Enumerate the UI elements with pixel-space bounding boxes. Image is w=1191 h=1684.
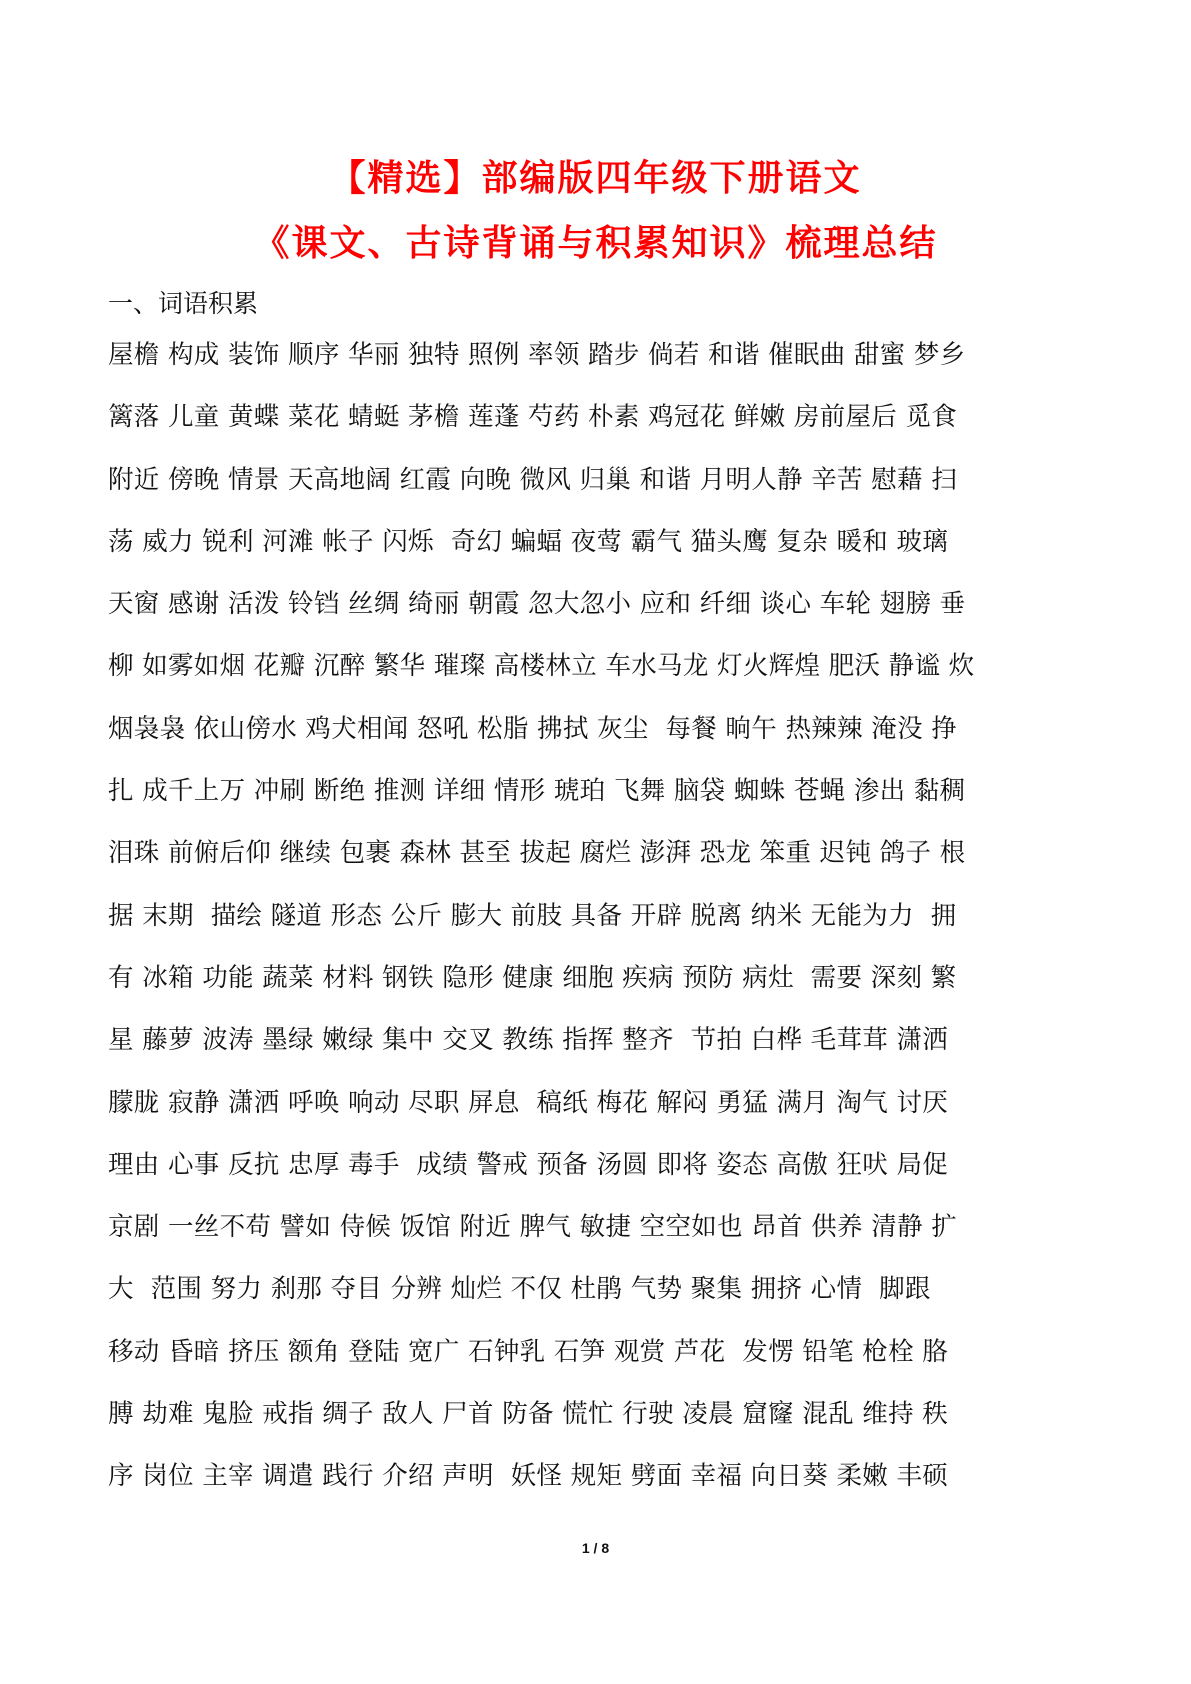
vocabulary-line: 序 岗位 主宰 调遣 践行 介绍 声明 妖怪 规矩 劈面 幸福 向日葵 柔嫩 丰硕 xyxy=(108,1461,949,1492)
vocabulary-line: 移动 昏暗 挤压 额角 登陆 宽广 石钟乳 石笋 观赏 芦花 发愣 铅笔 枪栓 胳 xyxy=(108,1336,949,1367)
section-heading: 一、词语积累 xyxy=(108,289,259,318)
vocabulary-line: 篱落 儿童 黄蝶 菜花 蜻蜓 茅檐 莲蓬 芍药 朴素 鸡冠花 鲜嫩 房前屋后 觅食 xyxy=(108,402,958,433)
vocabulary-list xyxy=(108,340,1108,1524)
vocabulary-line: 据 末期 描绘 隧道 形态 公斤 膨大 前肢 具备 开辟 脱离 纳米 无能为力 拥 xyxy=(108,900,957,931)
vocabulary-line: 屋檐 构成 装饰 顺序 华丽 独特 照例 率领 踏步 倘若 和谐 催眠曲 甜蜜 梦乡 xyxy=(108,340,966,370)
vocabulary-line: 附近 傍晚 情景 天高地阔 红霞 向晚 微风 归巢 和谐 月明人静 辛苦 慰藉 扫 xyxy=(108,464,958,495)
vocabulary-line: 柳 如雾如烟 花瓣 沉醉 繁华 璀璨 高楼林立 车水马龙 灯火辉煌 肥沃 静谧 炊 xyxy=(108,651,975,682)
vocabulary-line: 天窗 感谢 活泼 铃铛 丝绸 绮丽 朝霞 忽大忽小 应和 纤细 谈心 车轮 翅膀 垂 xyxy=(108,589,966,620)
document-title-line-2: 《课文、古诗背诵与积累知识》梳理总结 xyxy=(253,222,938,264)
vocabulary-line: 朦胧 寂静 潇洒 呼唤 响动 尽职 屏息 稿纸 梅花 解闷 勇猛 满月 淘气 讨厌 xyxy=(108,1087,949,1118)
document-title-line-1: 【精选】部编版四年级下册语文 xyxy=(329,157,862,199)
vocabulary-line: 理由 心事 反抗 忠厚 毒手 成绩 警戒 预备 汤圆 即将 姿态 高傲 狂吠 局促 xyxy=(108,1149,949,1180)
vocabulary-line: 荡 威力 锐利 河滩 帐子 闪烁 奇幻 蝙蝠 夜莺 霸气 猫头鹰 复杂 暖和 玻璃 xyxy=(108,526,949,557)
vocabulary-line: 泪珠 前俯后仰 继续 包裹 森林 甚至 拔起 腐烂 澎湃 恐龙 笨重 迟钝 鸽子 根 xyxy=(108,838,966,869)
vocabulary-line: 烟袅袅 依山傍水 鸡犬相闻 怒吼 松脂 拂拭 灰尘 每餐 晌午 热辣辣 淹没 挣 xyxy=(108,713,958,744)
page-number: 1 / 8 xyxy=(581,1540,610,1556)
vocabulary-line: 扎 成千上万 冲刷 断绝 推测 详细 情形 琥珀 飞舞 脑袋 蜘蛛 苍蝇 渗出 黏稠 xyxy=(108,776,966,807)
vocabulary-line: 有 冰箱 功能 蔬菜 材料 钢铁 隐形 健康 细胞 疾病 预防 病灶 需要 深刻 繁 xyxy=(108,962,957,993)
vocabulary-line: 大 范围 努力 刹那 夺目 分辨 灿烂 不仅 杜鹃 气势 聚集 拥挤 心情 脚跟 xyxy=(108,1274,931,1305)
vocabulary-line: 膊 劫难 鬼脸 戒指 绸子 敌人 尸首 防备 慌忙 行驶 凌晨 窟窿 混乱 维持 秩 xyxy=(108,1399,949,1430)
vocabulary-line: 星 藤萝 波涛 墨绿 嫩绿 集中 交叉 教练 指挥 整齐 节拍 白桦 毛茸茸 潇洒 xyxy=(108,1025,949,1056)
vocabulary-line: 京剧 一丝不苟 譬如 侍候 饭馆 附近 脾气 敏捷 空空如也 昂首 供养 清静 扩 xyxy=(108,1212,958,1243)
